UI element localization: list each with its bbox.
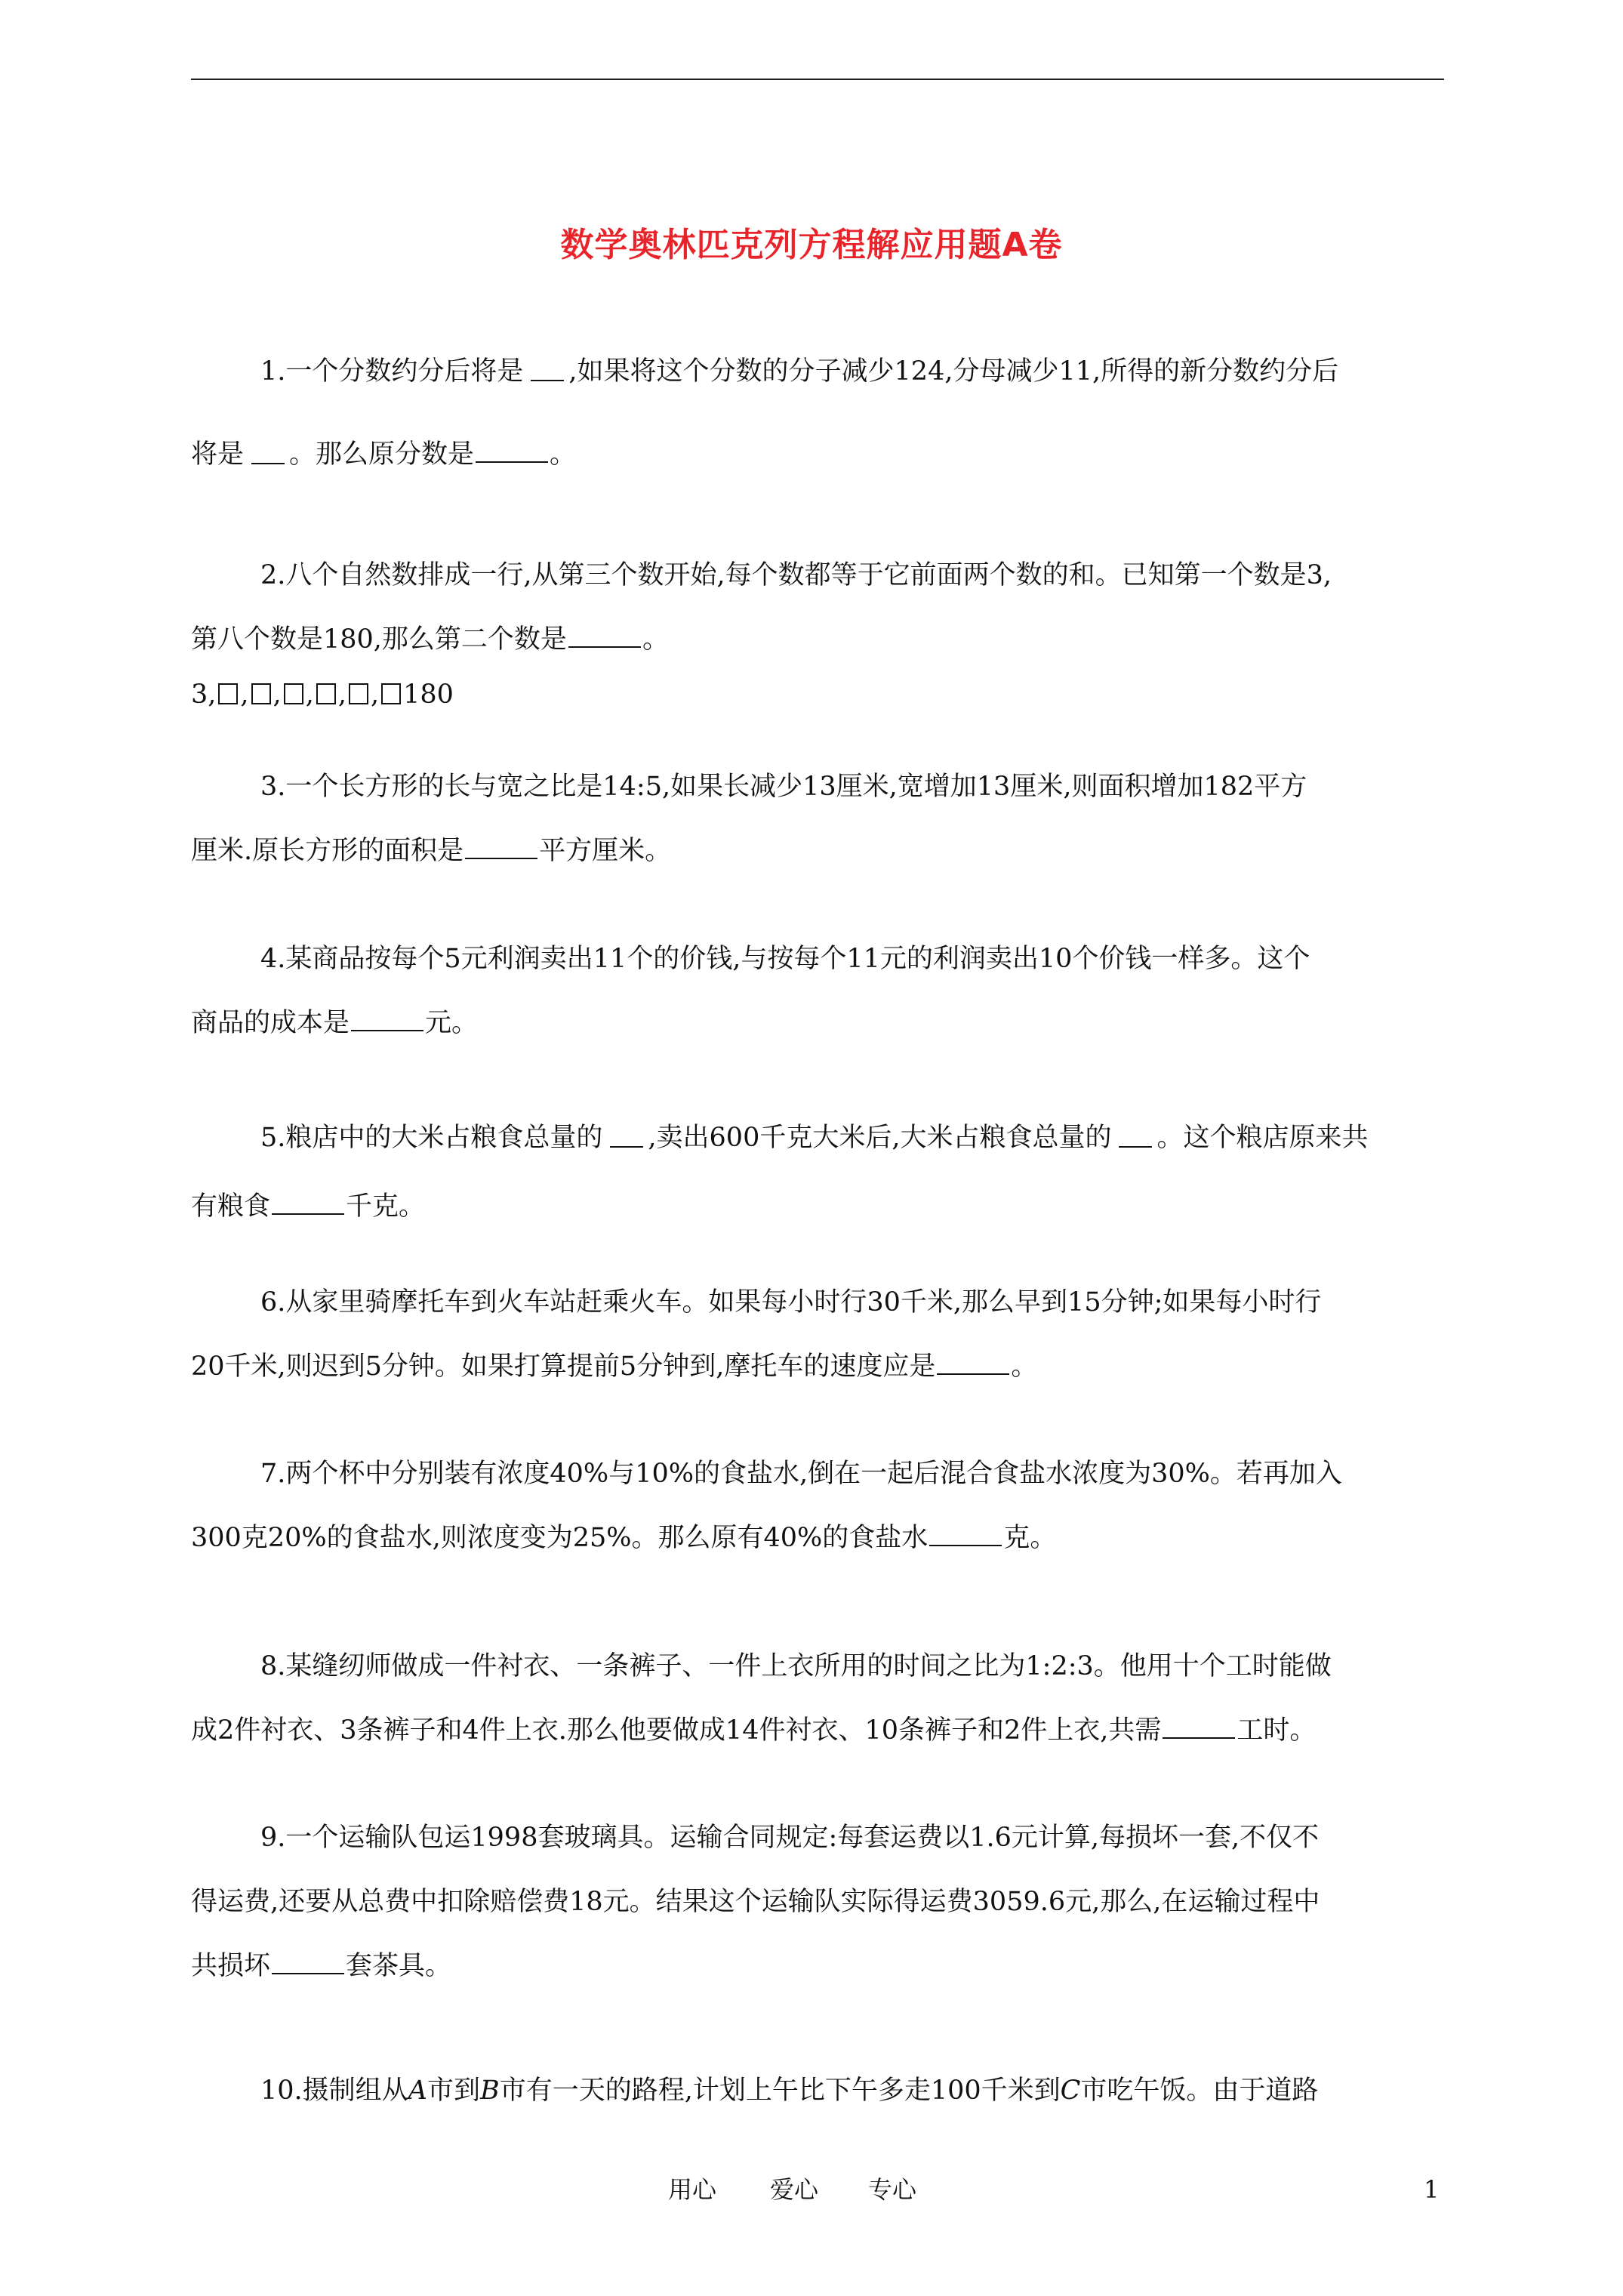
question-2-line-1 xyxy=(260,559,1332,592)
question-5-text: ,卖出600千克大米后,大米占粮食总量的 xyxy=(648,1123,1112,1153)
empty-box xyxy=(381,683,401,704)
empty-box xyxy=(251,683,271,704)
sequence-separator: , xyxy=(305,680,314,710)
fraction-bar xyxy=(531,365,564,381)
question-6-text: 20千米,则迟到5分钟。如果打算提前5分钟到,摩托车的速度应是 xyxy=(191,1351,936,1382)
question-7-text: 克。 xyxy=(1003,1523,1057,1553)
city-label: A xyxy=(408,2076,427,2106)
question-4-text: 元。 xyxy=(425,1008,479,1038)
empty-box xyxy=(349,683,368,704)
answer-blank xyxy=(351,1007,423,1031)
question-4-line-2 xyxy=(191,1006,478,1040)
question-6-line-1 xyxy=(260,1286,1321,1319)
question-1-line-2 xyxy=(191,438,576,471)
question-5-line-1 xyxy=(260,1121,1368,1154)
question-8-text: 工时。 xyxy=(1236,1715,1317,1746)
question-6-text: 。 xyxy=(1011,1351,1038,1382)
sequence-separator: , xyxy=(337,680,346,710)
question-6-line-2 xyxy=(191,1350,1037,1383)
question-1-text: ,如果将这个分数的分子减少124,分母减少11,所得的新分数约分后 xyxy=(568,356,1339,387)
question-1-text: 将是 xyxy=(191,439,245,470)
question-10-text: 市有一天的路程,计划上午比下午多走100千米到 xyxy=(499,2076,1061,2106)
question-1-text: 。那么原分数是 xyxy=(289,439,475,470)
question-9-line-2 xyxy=(191,1885,1320,1918)
question-2-line-2 xyxy=(191,623,669,656)
fraction-bar xyxy=(251,448,285,464)
question-10-text: 10.摄制组从 xyxy=(260,2076,408,2106)
sequence-last: 180 xyxy=(403,680,454,710)
question-2-text: 2.八个自然数排成一行,从第三个数开始,每个数都等于它前面两个数的和。已知第一个数是3, xyxy=(260,560,1332,590)
fraction-bar xyxy=(610,1131,643,1148)
question-4-line-1 xyxy=(260,942,1310,975)
question-8-text: 成2件衬衣、3条裤子和4件上衣.那么他要做成14件衬衣、10条裤子和2件上衣,共需 xyxy=(191,1715,1162,1746)
empty-box xyxy=(284,683,303,704)
question-8-line-1 xyxy=(260,1650,1332,1683)
question-5-text: 。这个粮店原来共 xyxy=(1156,1123,1369,1153)
page-title: 数学奥林匹克列方程解应用题A卷 xyxy=(560,226,1063,264)
answer-blank xyxy=(272,1191,344,1215)
question-3-text: 3.一个长方形的长与宽之比是14:5,如果长减少13厘米,宽增加13厘米,则面积增加182平方 xyxy=(260,772,1307,802)
question-4-text: 4.某商品按每个5元利润卖出11个的价钱,与按每个11元的利润卖出10个价钱一样多。这个 xyxy=(260,944,1310,974)
question-10-text: 市到 xyxy=(427,2076,480,2106)
question-5-text: 有粮食 xyxy=(191,1191,271,1222)
question-9-line-3 xyxy=(191,1949,451,1983)
sequence-separator: , xyxy=(273,680,282,710)
question-3-text: 平方厘米。 xyxy=(539,836,672,866)
answer-blank xyxy=(929,1522,1002,1546)
answer-blank xyxy=(465,835,537,859)
header-rule xyxy=(191,79,1444,80)
question-7-text: 300克20%的食盐水,则浓度变为25%。那么原有40%的食盐水 xyxy=(191,1523,929,1553)
question-9-line-1 xyxy=(260,1821,1319,1854)
city-label: C xyxy=(1060,2076,1081,2106)
question-7-line-2 xyxy=(191,1521,1056,1555)
answer-blank xyxy=(937,1351,1009,1375)
footer-motto-3: 专心 xyxy=(868,2175,917,2204)
number-sequence xyxy=(191,678,454,711)
question-3-line-2 xyxy=(191,834,671,868)
answer-blank xyxy=(1163,1715,1235,1739)
footer-motto-2: 爱心 xyxy=(770,2175,819,2204)
question-10-line-1 xyxy=(260,2074,1318,2107)
question-5-text: 5.粮店中的大米占粮食总量的 xyxy=(260,1123,603,1153)
city-label: B xyxy=(479,2076,500,2106)
question-6-text: 6.从家里骑摩托车到火车站赶乘火车。如果每小时行30千米,那么早到15分钟;如果每小时行 xyxy=(260,1287,1322,1318)
page-number: 1 xyxy=(1424,2175,1440,2204)
question-3-line-1 xyxy=(260,770,1307,803)
question-10-text: 市吃午饭。由于道路 xyxy=(1080,2076,1319,2106)
question-9-text: 9.一个运输队包运1998套玻璃具。运输合同规定:每套运费以1.6元计算,每损坏一套,不仅不 xyxy=(260,1823,1320,1853)
question-5-line-2 xyxy=(191,1190,425,1223)
answer-blank xyxy=(568,624,641,648)
question-1-text: 1.一个分数约分后将是 xyxy=(260,356,524,387)
question-7-text: 7.两个杯中分别装有浓度40%与10%的食盐水,倒在一起后混合食盐水浓度为30%。若再加入 xyxy=(260,1459,1342,1489)
sequence-separator: , xyxy=(240,680,249,710)
empty-box xyxy=(316,683,336,704)
question-9-text: 得运费,还要从总费中扣除赔偿费18元。结果这个运输队实际得运费3059.6元,那么,在运输过程中 xyxy=(191,1887,1320,1917)
question-3-text: 厘米.原长方形的面积是 xyxy=(191,836,464,866)
question-4-text: 商品的成本是 xyxy=(191,1008,350,1038)
sequence-separator: , xyxy=(370,680,380,710)
question-1-text: 。 xyxy=(550,439,577,470)
question-8-text: 8.某缝纫师做成一件衬衣、一条裤子、一件上衣所用的时间之比为1:2:3。他用十个工时能做 xyxy=(260,1651,1332,1681)
question-7-line-1 xyxy=(260,1457,1342,1490)
question-9-text: 套茶具。 xyxy=(346,1951,452,1981)
question-1-line-1 xyxy=(260,355,1338,388)
question-5-text: 千克。 xyxy=(346,1191,426,1222)
sequence-first: 3, xyxy=(191,680,217,710)
question-2-text: 。 xyxy=(642,624,669,655)
question-9-text: 共损坏 xyxy=(191,1951,271,1981)
question-8-line-2 xyxy=(191,1714,1316,1747)
fraction-bar xyxy=(1119,1131,1152,1148)
question-2-text: 第八个数是180,那么第二个数是 xyxy=(191,624,567,655)
answer-blank xyxy=(272,1950,344,1974)
footer-motto-1: 用心 xyxy=(668,2175,717,2204)
empty-box xyxy=(218,683,238,704)
answer-blank xyxy=(476,439,548,463)
